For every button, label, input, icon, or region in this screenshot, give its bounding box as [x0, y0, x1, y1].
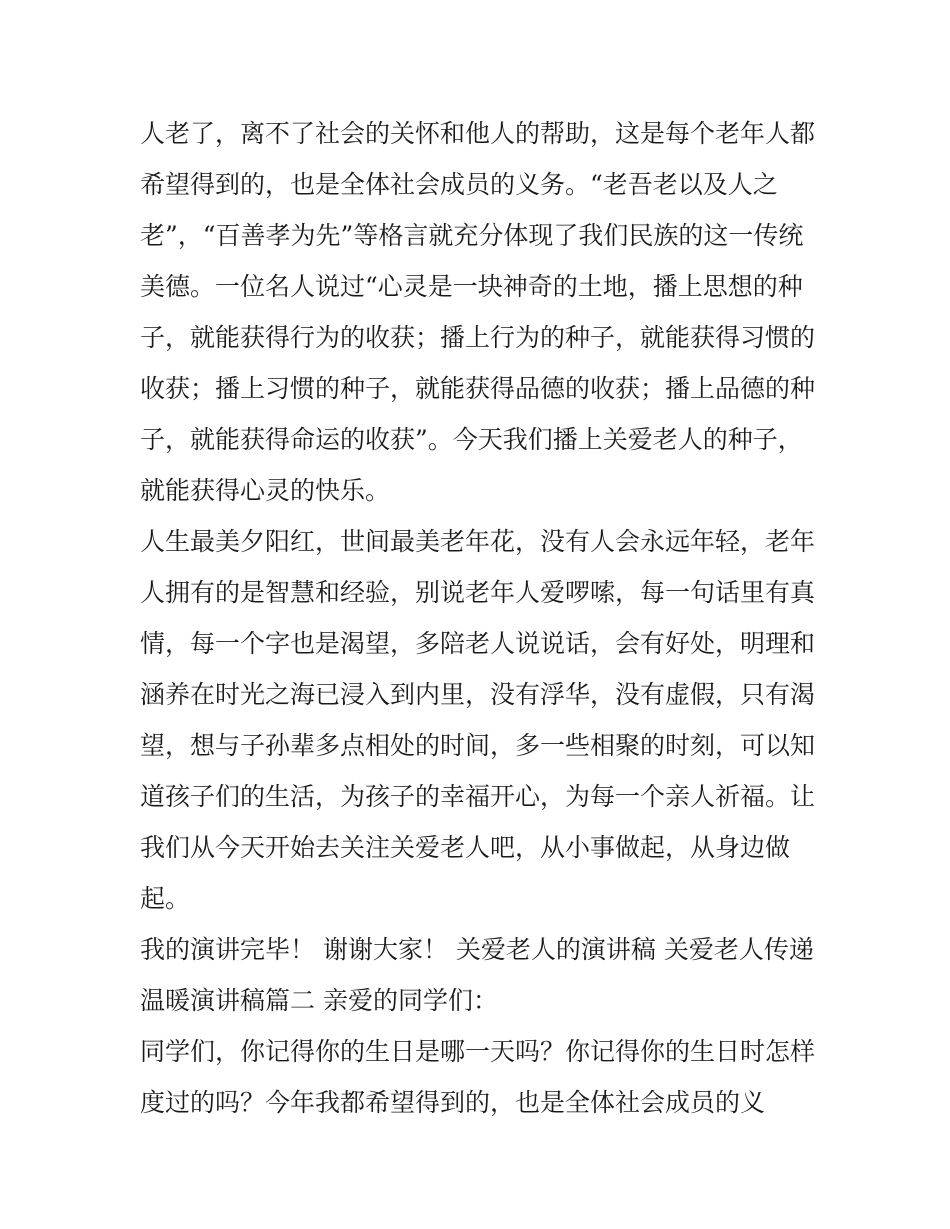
text-line: 度过的吗？今年我都希望得到的，也是全体社会成员的义: [140, 1088, 766, 1117]
text-line: 情，每一个字也是渴望，多陪老人说说话，会有好处，明理和: [140, 629, 816, 658]
text-line: 道孩子们的生活，为孩子的幸福开心，为每一个亲人祈福。让: [140, 782, 816, 811]
text-line: 人拥有的是智慧和经验，别说老年人爱啰嗦，每一句话里有真: [140, 578, 816, 607]
text-line: 同学们，你记得你的生日是哪一天吗？你记得你的生日时怎样: [140, 1037, 816, 1066]
text-line: 我们从今天开始去关注关爱老人吧，从小事做起，从身边做: [140, 833, 791, 862]
body-text: [140, 108, 820, 1128]
text-line: 起。: [140, 884, 191, 913]
text-line: 子，就能获得行为的收获；播上行为的种子，就能获得习惯的: [140, 323, 816, 352]
text-line: 人老了，离不了社会的关怀和他人的帮助，这是每个老年人都: [140, 119, 816, 148]
text-line: 老”，“百善孝为先”等格言就充分体现了我们民族的这一传统: [140, 221, 804, 250]
text-line: 我的演讲完毕！ 谢谢大家！ 关爱老人的演讲稿 关爱老人传递: [140, 935, 814, 964]
text-line: 人生最美夕阳红，世间最美老年花，没有人会永远年轻，老年: [140, 527, 816, 556]
text-line: 子，就能获得命运的收获”。今天我们播上关爱老人的种子，: [140, 425, 803, 454]
text-line: 美德。一位名人说过“心灵是一块神奇的土地，播上思想的种: [140, 272, 803, 301]
text-line: 温暖演讲稿篇二 亲爱的同学们：: [140, 986, 498, 1015]
text-line: 望，想与子孙辈多点相处的时间，多一些相聚的时刻，可以知: [140, 731, 816, 760]
text-line: 收获；播上习惯的种子，就能获得品德的收获；播上品德的种: [140, 374, 816, 403]
text-line: 希望得到的，也是全体社会成员的义务。“老吾老以及人之: [140, 170, 778, 199]
text-line: 涵养在时光之海已浸入到内里，没有浮华，没有虚假，只有渴: [140, 680, 816, 709]
text-line: 就能获得心灵的快乐。: [140, 476, 391, 505]
